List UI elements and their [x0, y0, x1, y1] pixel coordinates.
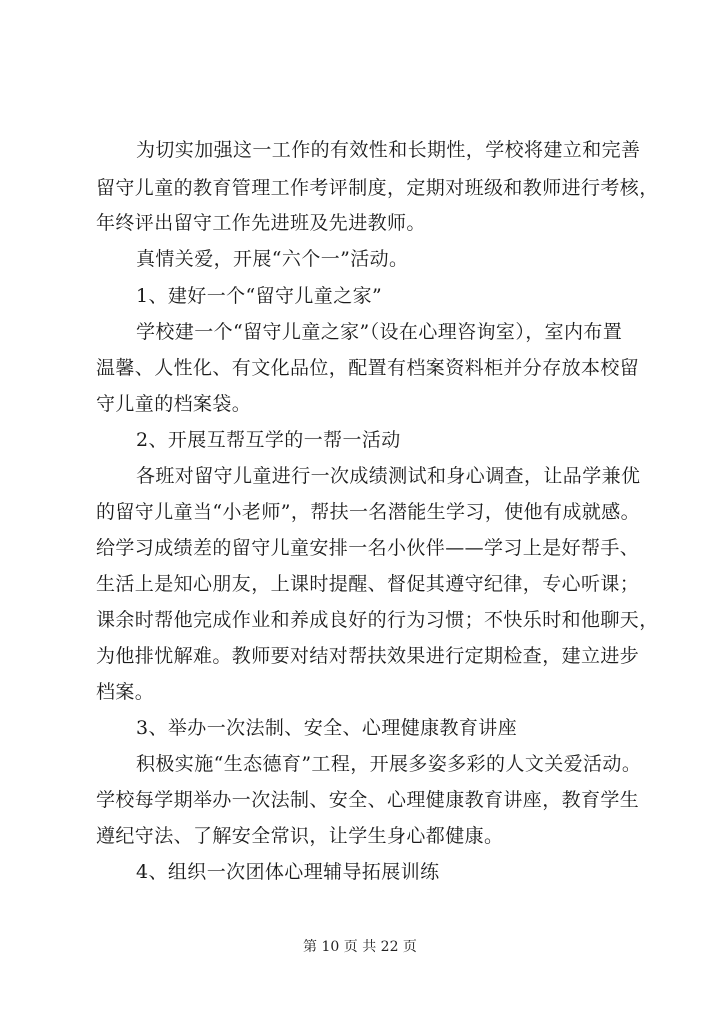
paragraph-line: 生活上是知心朋友，上课时提醒、督促其遵守纪律，专心听课；: [96, 573, 640, 595]
paragraph-line: 为他排忧解难。教师要对结对帮扶效果进行定期检查，建立进步: [96, 645, 640, 667]
paragraph-line: 的留守儿童当“小老师”，帮扶一名潜能生学习，使他有成就感。: [96, 501, 641, 523]
section-heading: 2、开展互帮互学的一帮一活动: [136, 429, 401, 451]
section-heading: 1、建好一个“留守儿童之家”: [136, 285, 383, 307]
paragraph-line: 给学习成绩差的留守儿童安排一名小伙伴——学习上是好帮手、: [96, 537, 640, 559]
paragraph-line: 年终评出留守工作先进班及先进教师。: [96, 212, 426, 234]
section-heading: 4、组织一次团体心理辅导拓展训练: [136, 861, 440, 883]
section-heading: 3、举办一次法制、安全、心理健康教育讲座: [136, 717, 518, 739]
section-heading: 真情关爱，开展“六个一”活动。: [136, 248, 409, 270]
paragraph-line: 温馨、人性化、有文化品位，配置有档案资料柜并分存放本校留: [96, 357, 640, 379]
page-number-footer: 第 10 页 共 22 页: [303, 939, 417, 955]
paragraph-line: 留守儿童的教育管理工作考评制度，定期对班级和教师进行考核，: [96, 177, 659, 199]
paragraph-line: 课余时帮他完成作业和养成良好的行为习惯；不快乐时和他聊天，: [96, 609, 659, 631]
paragraph-line: 为切实加强这一工作的有效性和长期性，学校将建立和完善: [136, 139, 641, 161]
paragraph-line: 档案。: [96, 681, 155, 703]
paragraph-line: 遵纪守法、了解安全常识，让学生身心都健康。: [96, 825, 504, 847]
paragraph-line: 学校建一个“留守儿童之家”（设在心理咨询室），室内布置: [136, 321, 623, 343]
paragraph-line: 守儿童的档案袋。: [96, 393, 252, 415]
paragraph-line: 积极实施“生态德育”工程，开展多姿多彩的人文关爱活动。: [136, 753, 642, 775]
paragraph-line: 各班对留守儿童进行一次成绩测试和身心调查，让品学兼优: [136, 465, 641, 487]
paragraph-line: 学校每学期举办一次法制、安全、心理健康教育讲座，教育学生: [96, 789, 640, 811]
